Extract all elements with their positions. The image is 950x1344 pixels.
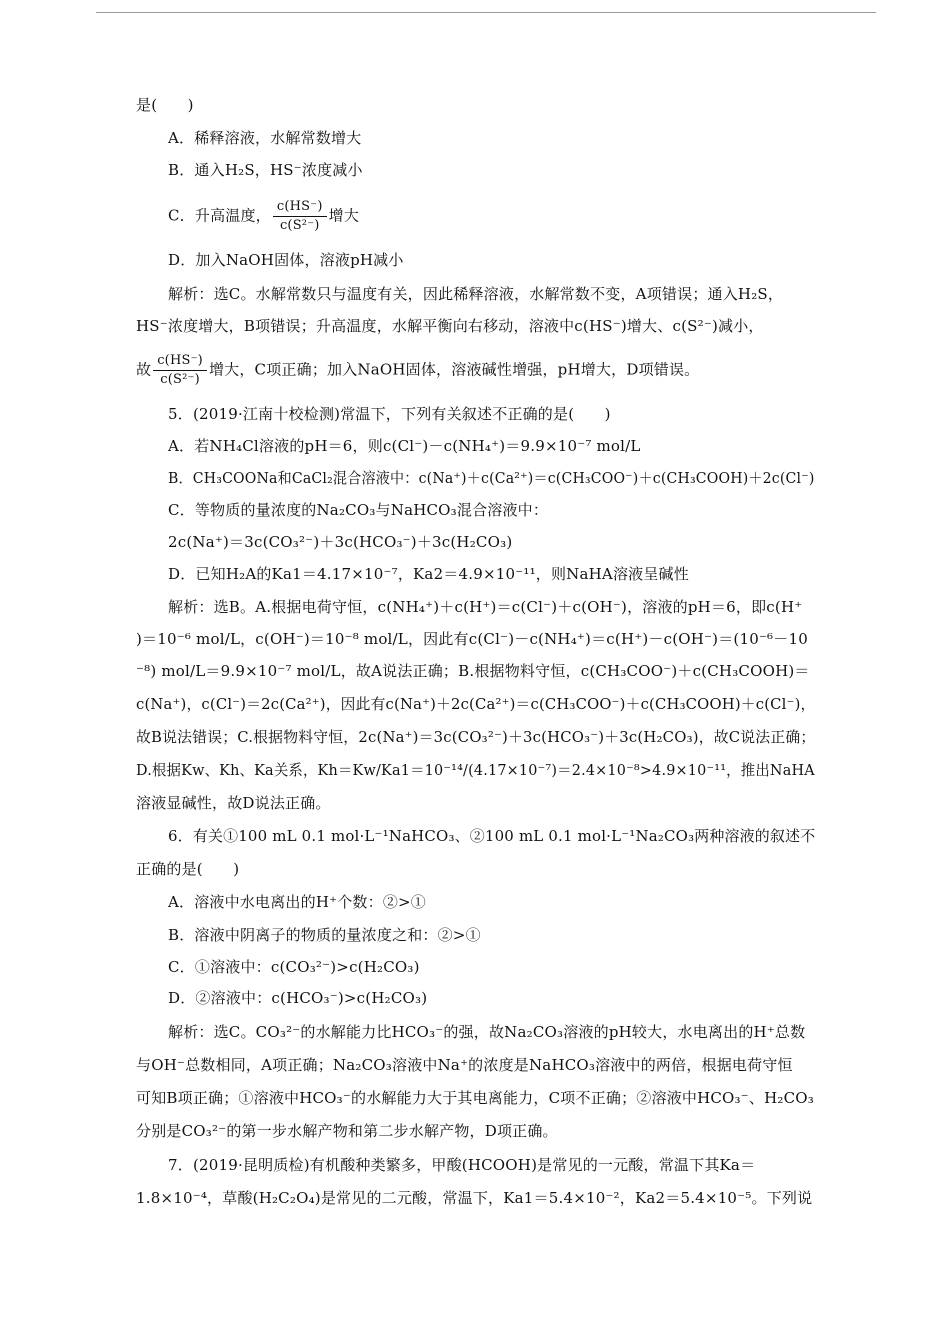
analysis-line: )＝10⁻⁶ mol/L，c(OH⁻)＝10⁻⁸ mol/L，因此有c(Cl⁻)－c(NH₄⁺)＝c(H⁺)－c(OH⁻)＝(10⁻⁶－10 bbox=[136, 630, 808, 648]
option-c-text: C．升高温度， bbox=[168, 206, 271, 225]
option-d: D．已知H₂A的Ka1＝4.17×10⁻⁷，Ka2＝4.9×10⁻¹¹，则NaHA溶液呈碱性 bbox=[168, 565, 689, 583]
option-c-equation: 2c(Na⁺)＝3c(CO₃²⁻)＋3c(HCO₃⁻)＋3c(H₂CO₃) bbox=[168, 533, 513, 551]
header-rule bbox=[96, 12, 876, 13]
analysis-line: 故B说法错误；C.根据物料守恒，2c(Na⁺)＝3c(CO₃²⁻)＋3c(HCO₃⁻)＋3c(H₂CO₃)，故C说法正确； bbox=[136, 728, 816, 746]
analysis-line: 解析：选C。CO₃²⁻的水解能力比HCO₃⁻的强，故Na₂CO₃溶液的pH较大，水电离出的H⁺总数 bbox=[168, 1023, 806, 1041]
option-d: D．加入NaOH固体，溶液pH减小 bbox=[168, 251, 404, 269]
analysis-line: 解析：选B。A.根据电荷守恒，c(NH₄⁺)＋c(H⁺)＝c(Cl⁻)＋c(OH⁻)，溶液的pH＝6，即c(H⁺ bbox=[168, 598, 803, 616]
option-c: C．①溶液中：c(CO₃²⁻)>c(H₂CO₃) bbox=[168, 958, 420, 976]
analysis-line bbox=[136, 352, 699, 389]
analysis-line: 分别是CO₃²⁻的第一步水解产物和第二步水解产物，D项正确。 bbox=[136, 1122, 558, 1140]
option-c-tail: 增大 bbox=[328, 206, 360, 225]
fraction-numerator: c(HS⁻) bbox=[153, 352, 207, 371]
option-a: A．溶液中水电离出的H⁺个数：②>① bbox=[168, 893, 427, 911]
analysis-line: HS⁻浓度增大，B项错误；升高温度，水解平衡向右移动，溶液中c(HS⁻)增大、c(S²⁻)减小， bbox=[136, 317, 764, 335]
question-7: 7．(2019·昆明质检)有机酸种类繁多，甲酸(HCOOH)是常见的一元酸，常温下其Ka＝ bbox=[168, 1156, 756, 1174]
option-b: B．溶液中阴离子的物质的量浓度之和：②>① bbox=[168, 926, 481, 944]
analysis-line: 可知B项正确；①溶液中HCO₃⁻的水解能力大于其电离能力，C项不正确；②溶液中HCO₃⁻、H₂CO₃ bbox=[136, 1089, 814, 1107]
question-tail: 是( ) bbox=[136, 96, 194, 114]
option-d: D．②溶液中：c(HCO₃⁻)>c(H₂CO₃) bbox=[168, 989, 428, 1007]
fraction-numerator: c(HS⁻) bbox=[273, 198, 327, 217]
analysis-prefix: 故 bbox=[136, 360, 152, 379]
fraction bbox=[273, 198, 327, 235]
question-6: 6．有关①100 mL 0.1 mol·L⁻¹NaHCO₃、②100 mL 0.1 mol·L⁻¹Na₂CO₃两种溶液的叙述不 bbox=[168, 827, 816, 845]
fraction-denominator: c(S²⁻) bbox=[160, 372, 200, 387]
analysis-line: c(Na⁺)，c(Cl⁻)＝2c(Ca²⁺)，因此有c(Na⁺)＋2c(Ca²⁺)＝c(CH₃COO⁻)＋c(CH₃COOH)＋c(Cl⁻)， bbox=[136, 695, 816, 713]
option-b: B．通入H₂S，HS⁻浓度减小 bbox=[168, 161, 363, 179]
option-c: C．等物质的量浓度的Na₂CO₃与NaHCO₃混合溶液中： bbox=[168, 501, 549, 519]
option-a: A．稀释溶液，水解常数增大 bbox=[168, 129, 362, 147]
fraction-denominator: c(S²⁻) bbox=[279, 218, 320, 233]
analysis-line: ⁻⁸) mol/L＝9.9×10⁻⁷ mol/L，故A说法正确；B.根据物料守恒，c(CH₃COO⁻)＋c(CH₃COOH)＝ bbox=[136, 662, 810, 680]
option-b: B．CH₃COONa和CaCl₂混合溶液中：c(Na⁺)＋c(Ca²⁺)＝c(CH₃COO⁻)＋c(CH₃COOH)＋2c(Cl⁻) bbox=[168, 469, 815, 487]
analysis-line: 解析：选C。水解常数只与温度有关，因此稀释溶液，水解常数不变，A项错误；通入H₂S， bbox=[168, 285, 784, 303]
question-5: 5．(2019·江南十校检测)常温下，下列有关叙述不正确的是( ) bbox=[168, 405, 611, 423]
fraction bbox=[153, 352, 207, 389]
question-7-cont: 1.8×10⁻⁴，草酸(H₂C₂O₄)是常见的二元酸，常温下，Ka1＝5.4×10⁻²，Ka2＝5.4×10⁻⁵。下列说 bbox=[136, 1189, 813, 1207]
analysis-line: 溶液显碱性，故D说法正确。 bbox=[136, 794, 331, 812]
analysis-line: D.根据Kw、Kh、Ka关系，Kh＝Kw/Ka1＝10⁻¹⁴/(4.17×10⁻⁷)＝2.4×10⁻⁸>4.9×10⁻¹¹，推出NaHA bbox=[136, 761, 815, 779]
question-6-tail: 正确的是( ) bbox=[136, 860, 240, 878]
option-c bbox=[168, 198, 359, 235]
option-a: A．若NH₄Cl溶液的pH＝6，则c(Cl⁻)－c(NH₄⁺)＝9.9×10⁻⁷ mol/L bbox=[168, 437, 641, 455]
analysis-suffix: 增大，C项正确；加入NaOH固体，溶液碱性增强，pH增大，D项错误。 bbox=[208, 360, 700, 379]
analysis-line: 与OH⁻总数相同，A项正确；Na₂CO₃溶液中Na⁺的浓度是NaHCO₃溶液中的两倍，根据电荷守恒 bbox=[136, 1056, 793, 1074]
